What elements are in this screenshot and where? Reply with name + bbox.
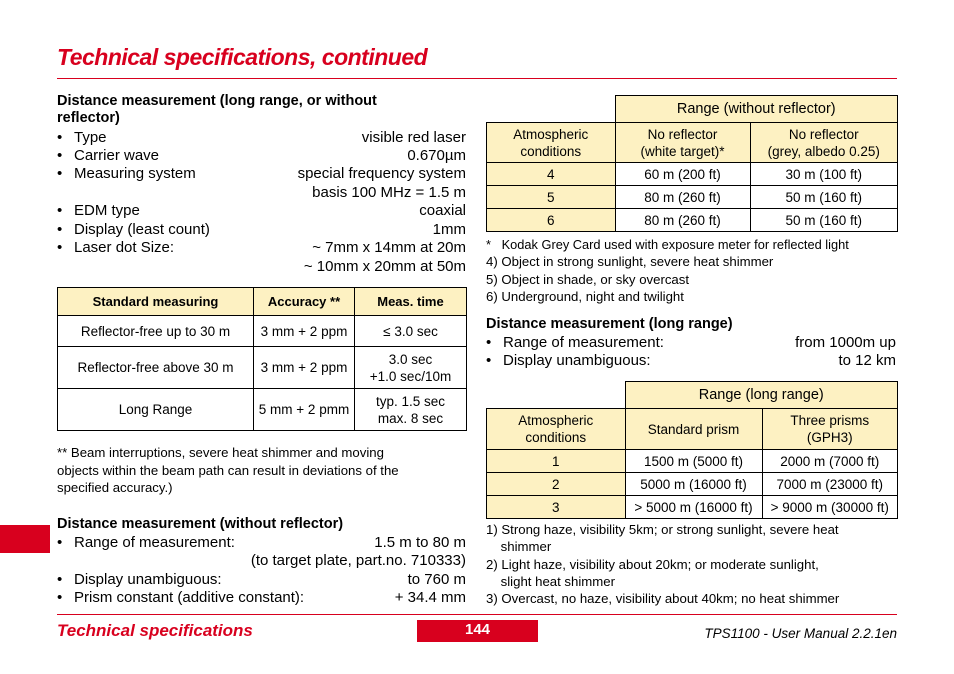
range-long-range-table [486,381,898,519]
table-group-header: Range (without reflector) [615,96,898,123]
table-corner [487,382,626,409]
footer-manual-name: TPS1100 - User Manual 2.2.1en [704,626,897,641]
range-notes: * Kodak Grey Card used with exposure meter for reflected light 4) Object in strong sunlight, severe heat shimmer 5) Object in shade, or sky overcast 6) Underground, night and twilight [486,237,849,304]
table-cell: 30 m (100 ft) [750,163,898,186]
section-heading-long-range: Distance measurement (long range) [486,316,733,332]
table-cell: 2000 m (7000 ft) [762,450,898,473]
side-tab [0,525,50,553]
table-cell: 4 [487,163,616,186]
table-cell: 50 m (160 ft) [750,209,898,232]
section-heading-without-reflector: Distance measurement (without reflector) [57,516,344,532]
table-header: Atmospheric conditions [487,123,616,163]
range-without-reflector-table [486,95,898,232]
table-corner [487,96,616,123]
table-cell: 5 mm + 2 pmm [254,389,355,431]
footer-rule [57,614,897,615]
accuracy-footnote: ** Beam interruptions, severe heat shimmer and moving objects within the beam path can result in deviations of the specified accuracy.) [57,445,399,495]
section-heading-long-range-or-without-reflector: Distance measurement (long range, or without reflector) [57,93,377,126]
table-row [487,163,898,186]
table-header: Meas. time [355,288,467,316]
table-cell: Long Range [58,389,254,431]
table-cell: 80 m (260 ft) [615,209,750,232]
table-cell: 5000 m (16000 ft) [625,473,762,496]
table-cell: ≤ 3.0 sec [355,316,467,347]
page-title: Technical specifications, continued [57,44,428,70]
table-header: Standard measuring [58,288,254,316]
table-header: Atmospheric conditions [487,409,626,450]
table-cell: 50 m (160 ft) [750,186,898,209]
table-header: No reflector (grey, albedo 0.25) [750,123,898,163]
table-row [58,347,467,389]
table-cell: 80 m (260 ft) [615,186,750,209]
table-cell: 3.0 sec +1.0 sec/10m [355,347,467,389]
table-cell: typ. 1.5 sec max. 8 sec [355,389,467,431]
header-rule [57,78,897,79]
footer-section-title: Technical specifications [57,621,253,640]
table-cell: 1500 m (5000 ft) [625,450,762,473]
table-cell: 2 [487,473,626,496]
table-cell: > 9000 m (30000 ft) [762,496,898,519]
table-row [58,316,467,347]
table-cell: 3 mm + 2 ppm [254,316,355,347]
table-cell: 1 [487,450,626,473]
table-header: Standard prism [625,409,762,450]
table-cell: 5 [487,186,616,209]
table-row [487,209,898,232]
table-cell: 60 m (200 ft) [615,163,750,186]
accuracy-table [57,287,467,431]
table-row [487,496,898,519]
table-cell: 7000 m (23000 ft) [762,473,898,496]
table-row [58,389,467,431]
table-cell: > 5000 m (16000 ft) [625,496,762,519]
table-cell: 3 mm + 2 ppm [254,347,355,389]
table-header: Accuracy ** [254,288,355,316]
table-group-header: Range (long range) [625,382,898,409]
table-cell: 3 [487,496,626,519]
atmospheric-notes: 1) Strong haze, visibility 5km; or strong sunlight, severe heat shimmer 2) Light haze, visibility about 20km; or moderate sunlight, slight heat shimmer 3) Overcast, no haze, visibility about 40km; no heat shimmer [486,522,840,607]
table-cell: Reflector-free up to 30 m [58,316,254,347]
page-number: 144 [417,620,538,642]
table-cell: Reflector-free above 30 m [58,347,254,389]
table-row [487,450,898,473]
table-row [487,186,898,209]
table-header: Three prisms (GPH3) [762,409,898,450]
table-cell: 6 [487,209,616,232]
table-header: No reflector (white target)* [615,123,750,163]
table-row [487,473,898,496]
